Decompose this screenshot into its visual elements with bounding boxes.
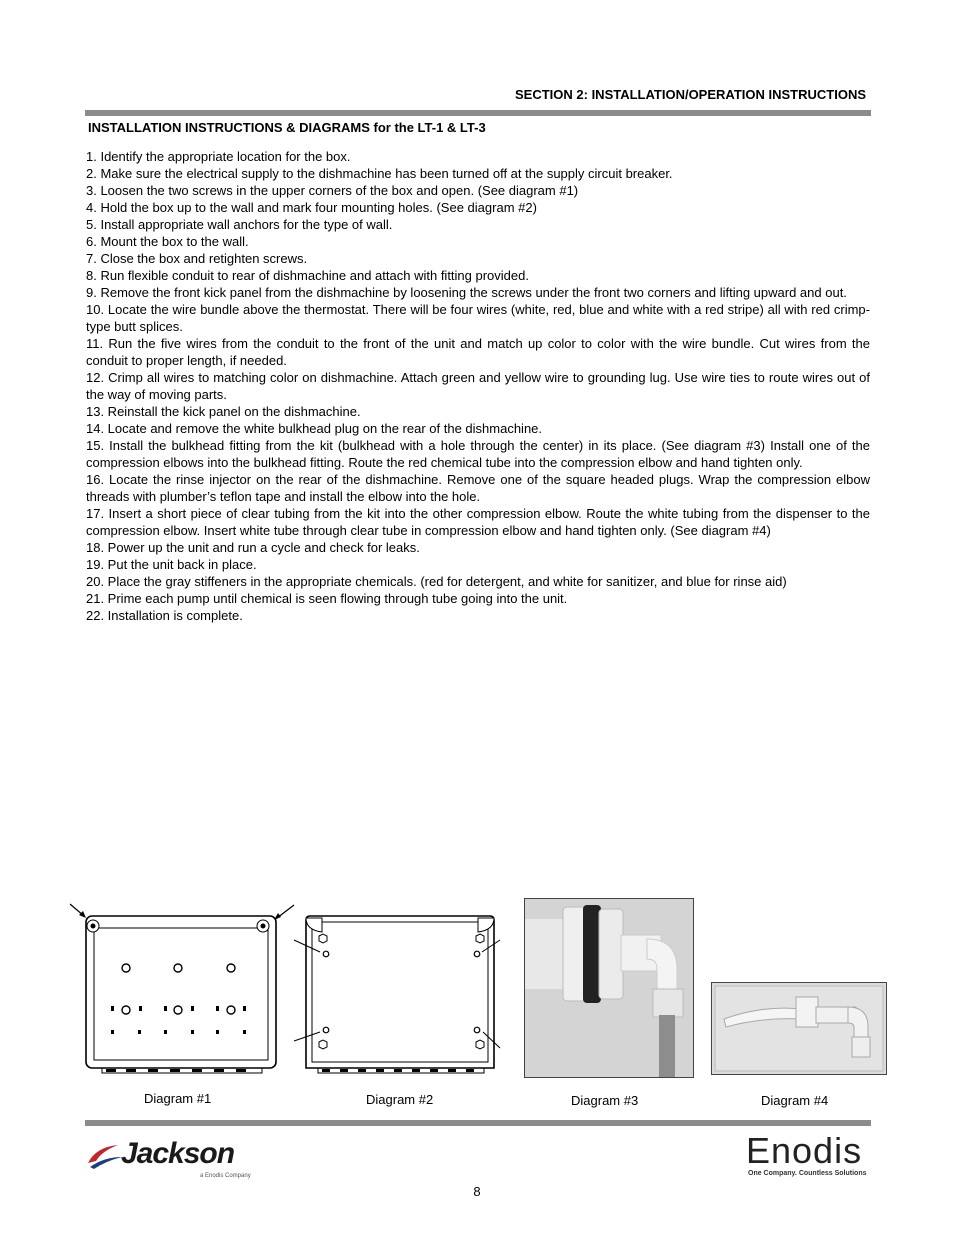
- step-19: 19. Put the unit back in place.: [86, 557, 257, 572]
- diagram-3-caption: Diagram #3: [571, 1093, 639, 1108]
- bottom-rule: [85, 1120, 871, 1126]
- step-6: 6. Mount the box to the wall.: [86, 234, 249, 249]
- step-17: 17. Insert a short piece of clear tubing from the kit into the other compression elbow. Route the white tubing from the dispenser to the compression elbow. Insert white tube through clear tube in compression elbow and hand tighten only. (See diagram #4): [86, 506, 870, 538]
- install-title: INSTALLATION INSTRUCTIONS & DIAGRAMS for the LT-1 & LT-3: [88, 120, 486, 135]
- jackson-logo: [84, 1135, 274, 1185]
- steps-list: [86, 148, 870, 624]
- step-18: 18. Power up the unit and run a cycle and check for leaks.: [86, 540, 420, 555]
- step-22: 22. Installation is complete.: [86, 608, 243, 623]
- diagram-4-caption: Diagram #4: [761, 1093, 829, 1108]
- jackson-logo-sub: a Enodis Company: [200, 1173, 251, 1179]
- step-7: 7. Close the box and retighten screws.: [86, 251, 308, 266]
- step-3: 3. Loosen the two screws in the upper corners of the box and open. (See diagram #1): [86, 183, 579, 198]
- enodis-logo-sub: One Company. Countless Solutions: [748, 1170, 867, 1177]
- step-8: 8. Run flexible conduit to rear of dishmachine and attach with fitting provided.: [86, 268, 529, 283]
- top-rule: [85, 110, 871, 116]
- diagram-1-caption: Diagram #1: [144, 1091, 212, 1106]
- step-16: 16. Locate the rinse injector on the rear of the dishmachine. Remove one of the square headed plugs. Wrap the compression elbow threads with plumber’s teflon tape and install the elbow into the hole.: [86, 472, 870, 504]
- step-9: 9. Remove the front kick panel from the dishmachine by loosening the screws under the front two corners and lifting upward and out.: [86, 285, 847, 300]
- section-header: SECTION 2: INSTALLATION/OPERATION INSTRUCTIONS: [515, 87, 866, 102]
- enodis-logo-text: Enodis: [746, 1130, 863, 1171]
- step-2: 2. Make sure the electrical supply to the dishmachine has been turned off at the supply circuit breaker.: [86, 166, 673, 181]
- jackson-swoosh-icon: [84, 1137, 124, 1177]
- step-13: 13. Reinstall the kick panel on the dishmachine.: [86, 404, 361, 419]
- step-15: 15. Install the bulkhead fitting from the kit (bulkhead with a hole through the center) in its place. (See diagram #3) Install one of the compression elbows into the bulkhead fitting. Route the red chemical tube into the compression elbow and hand tighten only.: [86, 438, 870, 470]
- step-11: 11. Run the five wires from the conduit to the front of the unit and match up color to color with the wire bundle. Cut wires from the conduit to proper length, if needed.: [86, 336, 870, 368]
- diagram-2-box-drawing: [290, 910, 504, 1078]
- diagram-2-caption: Diagram #2: [366, 1092, 434, 1107]
- step-14: 14. Locate and remove the white bulkhead plug on the rear of the dishmachine.: [86, 421, 543, 436]
- diagram-4-photo: [711, 982, 887, 1075]
- compression-elbow-image: [712, 983, 886, 1074]
- step-21: 21. Prime each pump until chemical is seen flowing through tube going into the unit.: [86, 591, 568, 606]
- step-5: 5. Install appropriate wall anchors for the type of wall.: [86, 217, 393, 232]
- enodis-logo: [744, 1130, 874, 1180]
- jackson-logo-text: Jackson: [121, 1137, 235, 1170]
- step-12: 12. Crimp all wires to matching color on dishmachine. Attach green and yellow wire to grounding lug. Use wire ties to route wires out of the way of moving parts.: [86, 370, 870, 402]
- step-20: 20. Place the gray stiffeners in the appropriate chemicals. (red for detergent, and white for sanitizer, and blue for rinse aid): [86, 574, 787, 589]
- step-1: 1. Identify the appropriate location for the box.: [86, 149, 351, 164]
- bulkhead-fitting-image: [525, 899, 693, 1077]
- diagram-1-box-drawing: [66, 898, 298, 1080]
- step-10: 10. Locate the wire bundle above the thermostat. There will be four wires (white, red, blue and white with a red stripe) all with red crimp-type butt splices.: [86, 302, 870, 334]
- diagram-3-photo: [524, 898, 694, 1078]
- step-4: 4. Hold the box up to the wall and mark four mounting holes. (See diagram #2): [86, 200, 537, 215]
- page-number: 8: [473, 1184, 481, 1199]
